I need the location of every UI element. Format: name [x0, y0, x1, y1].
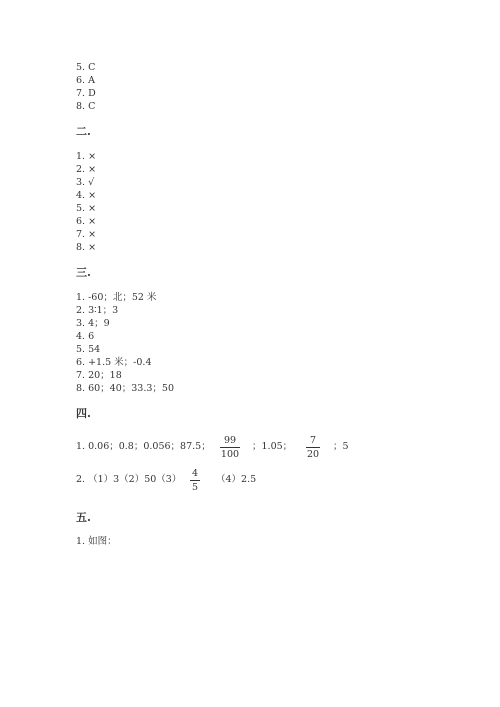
section-heading-3: 三. [76, 266, 91, 279]
answer-text: ；1.05； [252, 441, 293, 452]
answer-line: 7. D [76, 88, 96, 99]
section-heading-2: 二. [76, 125, 91, 138]
answer-text: 1. 0.06；0.8；0.056；87.5； [76, 441, 211, 452]
fraction-numerator: 4 [191, 468, 199, 479]
answer-line: 7. × [76, 229, 97, 240]
fraction-denominator: 20 [306, 449, 320, 460]
fraction-numerator: 99 [223, 435, 237, 446]
fraction [220, 435, 240, 460]
answer-line: 5. C [76, 62, 96, 73]
answer-line: 6. × [76, 216, 97, 227]
answer-line: 4. × [76, 190, 97, 201]
answer-line: 8. C [76, 101, 96, 112]
answer-line: 8. 60；40；33.3；50 [76, 383, 175, 394]
answer-line: 3. √ [76, 177, 95, 188]
answer-line: 6. +1.5 米；-0.4 [76, 357, 152, 368]
section-heading-4: 四. [76, 407, 91, 420]
answer-line: 1. 如图： [76, 536, 117, 547]
answer-text: ；5 [333, 441, 349, 452]
answer-line: 1. × [76, 151, 97, 162]
fraction-denominator: 100 [220, 449, 240, 460]
answer-line: 1. -60；北；52 米 [76, 292, 157, 303]
fraction-denominator: 5 [191, 482, 199, 493]
answer-line: 4. 6 [76, 331, 95, 342]
answer-line: 8. × [76, 242, 97, 253]
fraction-bar [220, 447, 240, 448]
answer-line: 2. × [76, 164, 97, 175]
section-heading-5: 五. [76, 511, 91, 524]
answer-line: 6. A [76, 75, 95, 86]
answer-line: 7. 20；18 [76, 370, 122, 381]
fraction [306, 435, 320, 460]
answer-line: 5. × [76, 203, 97, 214]
fraction-bar [190, 480, 200, 481]
fraction [190, 468, 200, 493]
answer-line: 2. 3∶1；3 [76, 305, 119, 316]
answer-text: 2. （1）3（2）50（3） [76, 474, 182, 485]
fraction-bar [306, 447, 320, 448]
fraction-numerator: 7 [309, 435, 317, 446]
answer-line: 5. 54 [76, 344, 101, 355]
answer-line: 3. 4；9 [76, 318, 110, 329]
answer-text: （4）2.5 [216, 474, 257, 485]
